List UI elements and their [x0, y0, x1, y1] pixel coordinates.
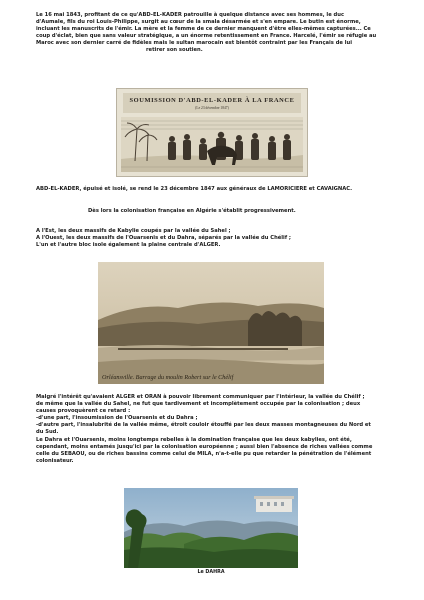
intro-line: incluant les manuscrits de l'émir. La mère et la femme de ce dernier manquent d'être elles-mêmes capturées... Ce [36, 26, 371, 33]
intro-line: Le 16 mai 1843, profitant de ce qu'ABD-EL-KADER patrouille à quelque distance avec ses hommes, le duc [36, 12, 345, 18]
intro-line: retirer son soutien. [146, 47, 203, 54]
intro-line: d'Aumale, fils du roi Louis-Philippe, surgit au cœur de la smala désarmée et s'en empare. Le butin est énorme, [36, 19, 361, 26]
massifs-line: L'un et l'autre bloc isole également la plaine centrale d'ALGER. [36, 242, 221, 249]
surrender-caption: ABD-EL-KADER, épuisé et isolé, se rend le 23 décembre 1847 aux généraux de LAMORICIERE et CAVAIGNAC. [36, 186, 353, 192]
dahra-caption: Le DAHRA [197, 570, 225, 575]
body-paragraph [36, 394, 372, 465]
massifs-line: A l'Est, les deux massifs de Kabylie coupés par la vallée du Sahel ; [36, 228, 231, 234]
massifs-line: A l'Ouest, les deux massifs de l'Ouarsenis et du Dahra, séparés par la vallée du Chélif ; [36, 235, 291, 242]
engraving-subtitle: (Le 23 décembre 1847) [195, 106, 229, 110]
body-line: celle du SEBAOU, ou de riches bassins comme celui de MILA, n'a-t-elle pu que retarder la pénétration de l'élément [36, 450, 372, 457]
massifs-paragraph [36, 228, 291, 249]
engraving-scene-illustration [117, 89, 307, 176]
body-line: de même que la vallée du Sahel, ne fut que tardivement et incomplètement occupée par la colonisation ; deux [36, 401, 361, 408]
engraving-title: SOUMISSION D'ABD-EL-KADER À LA FRANCE [129, 97, 295, 104]
chelif-dam-photo [98, 262, 324, 384]
body-line: colonisateur. [36, 457, 74, 464]
dahra-photo [124, 488, 298, 568]
engraving-surrender-image [116, 88, 308, 177]
body-line: -d'une part, l'insoumission de l'Ouarsenis et du Dahra ; [36, 415, 198, 422]
intro-line: coup d'éclat, bien que sans valeur stratégique, a un énorme retentissement en France. Harcelé, l'émir se réfugie au [36, 33, 377, 40]
intro-line: Maroc avec son dernier carré de fidèles mais le sultan marocain est bientôt contraint par les Français de lui [36, 40, 352, 47]
dahra-landscape [124, 488, 298, 568]
body-line: causes provoquèrent ce retard : [36, 408, 131, 415]
body-line: cependant, moins entamés jusqu'ici par la colonisation européenne ; aussi bien l'absence de riches vallées comme [36, 443, 373, 450]
body-line: du Sud. [36, 429, 59, 436]
chelif-dam-photo-caption: Orléansville. Barrage du moulin Robert sur le Chélif [102, 374, 234, 381]
intro-paragraph [36, 12, 410, 55]
body-line: -d'autre part, l'insalubrité de la vallée même, étroit couloir étouffé par les deux masses montagneuses du Nord et [36, 422, 371, 429]
colonisation-statement: Dès lors la colonisation française en Algérie s'établit progressivement. [88, 208, 296, 214]
chelif-dam-landscape [98, 262, 324, 384]
body-line: Le Dahra et l'Ouarsenis, moins longtemps rebelles à la domination française que les deux kabylies, ont été, [36, 436, 352, 443]
body-line: Malgré l'intérêt qu'avaient ALGER et ORAN à pouvoir librement communiquer par l'intérieur, la vallée du Chélif ; [36, 394, 365, 400]
